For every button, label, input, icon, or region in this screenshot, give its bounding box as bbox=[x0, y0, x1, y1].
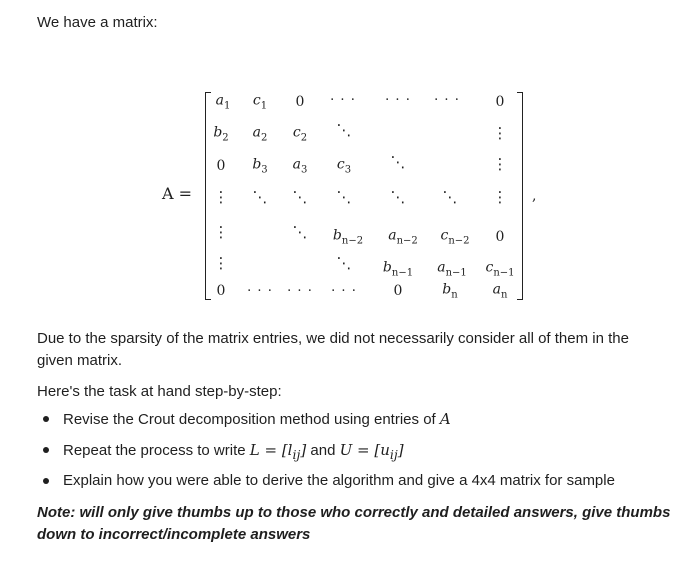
vdots: ⋮ bbox=[213, 223, 229, 241]
left-bracket bbox=[205, 92, 211, 300]
ddots: ⋱ bbox=[336, 254, 352, 272]
entry-cn-2: $c_{n-2}$ bbox=[440, 227, 470, 247]
task-list bbox=[37, 408, 615, 501]
ddots: ⋱ bbox=[390, 153, 406, 171]
entry-bn-2: $b_{n-2}$ bbox=[332, 227, 364, 247]
entry-an: $a_n$ bbox=[492, 281, 508, 301]
entry-c3: $c_3$ bbox=[336, 156, 352, 176]
hdots: · · · bbox=[385, 92, 411, 108]
entry-zero: 0 bbox=[393, 283, 403, 299]
entry-b2: $b_2$ bbox=[213, 124, 229, 144]
matrix-comma: , bbox=[532, 188, 537, 204]
hdots: · · · bbox=[287, 283, 313, 299]
entry-a3: $a_3$ bbox=[292, 156, 308, 176]
entry-a1: $a_1$ bbox=[215, 92, 231, 112]
list-item: Revise the Crout decomposition method using entries of A bbox=[37, 408, 615, 439]
ddots: ⋱ bbox=[336, 188, 352, 206]
vdots: ⋮ bbox=[213, 188, 229, 206]
entry-an-1: $a_{n-1}$ bbox=[437, 259, 467, 279]
entry-bn-1: $b_{n-1}$ bbox=[382, 259, 414, 279]
list-item: Explain how you were able to derive the algorithm and give a 4x4 matrix for sample bbox=[37, 470, 615, 501]
task-intro: Here's the task at hand step-by-step: bbox=[37, 383, 282, 400]
vdots: ⋮ bbox=[492, 188, 508, 206]
hdots: · · · bbox=[434, 92, 460, 108]
ddots: ⋱ bbox=[390, 188, 406, 206]
sparsity-paragraph: Due to the sparsity of the matrix entries, we did not necessarily consider all of them in the given matrix. bbox=[37, 330, 629, 369]
entry-zero: 0 bbox=[216, 158, 226, 174]
entry-c2: $c_2$ bbox=[292, 124, 308, 144]
vdots: ⋮ bbox=[213, 254, 229, 272]
entry-an-2: $a_{n-2}$ bbox=[388, 227, 418, 247]
hdots: · · · bbox=[330, 92, 356, 108]
ddots: ⋱ bbox=[336, 121, 352, 139]
matrix-lhs: A = bbox=[162, 184, 193, 203]
entry-a2: $a_2$ bbox=[252, 124, 268, 144]
ddots: ⋱ bbox=[442, 188, 458, 206]
ddots: ⋱ bbox=[292, 188, 308, 206]
vdots: ⋮ bbox=[492, 124, 508, 142]
intro-text: We have a matrix: bbox=[37, 14, 158, 31]
ddots: ⋱ bbox=[252, 188, 268, 206]
entry-bn: $b_n$ bbox=[442, 281, 458, 301]
entry-c1: $c_1$ bbox=[252, 92, 268, 112]
note-text: Note: will only give thumbs up to those who correctly and detailed answers, give thumbs down to incorrect/incomplete answers bbox=[37, 504, 671, 543]
entry-b3: $b_3$ bbox=[252, 156, 268, 176]
entry-zero: 0 bbox=[495, 229, 505, 245]
hdots: · · · bbox=[247, 283, 273, 299]
entry-zero: 0 bbox=[295, 94, 305, 110]
right-bracket bbox=[517, 92, 523, 300]
entry-zero: 0 bbox=[216, 283, 226, 299]
list-item: Repeat the process to write $L = [l_{ij}]$ and $U = [u_{ij}]$ bbox=[37, 439, 615, 470]
entry-zero: 0 bbox=[495, 94, 505, 110]
entry-cn-1: $c_{n-1}$ bbox=[485, 259, 515, 279]
ddots: ⋱ bbox=[292, 223, 308, 241]
hdots: · · · bbox=[331, 283, 357, 299]
vdots: ⋮ bbox=[492, 155, 508, 173]
